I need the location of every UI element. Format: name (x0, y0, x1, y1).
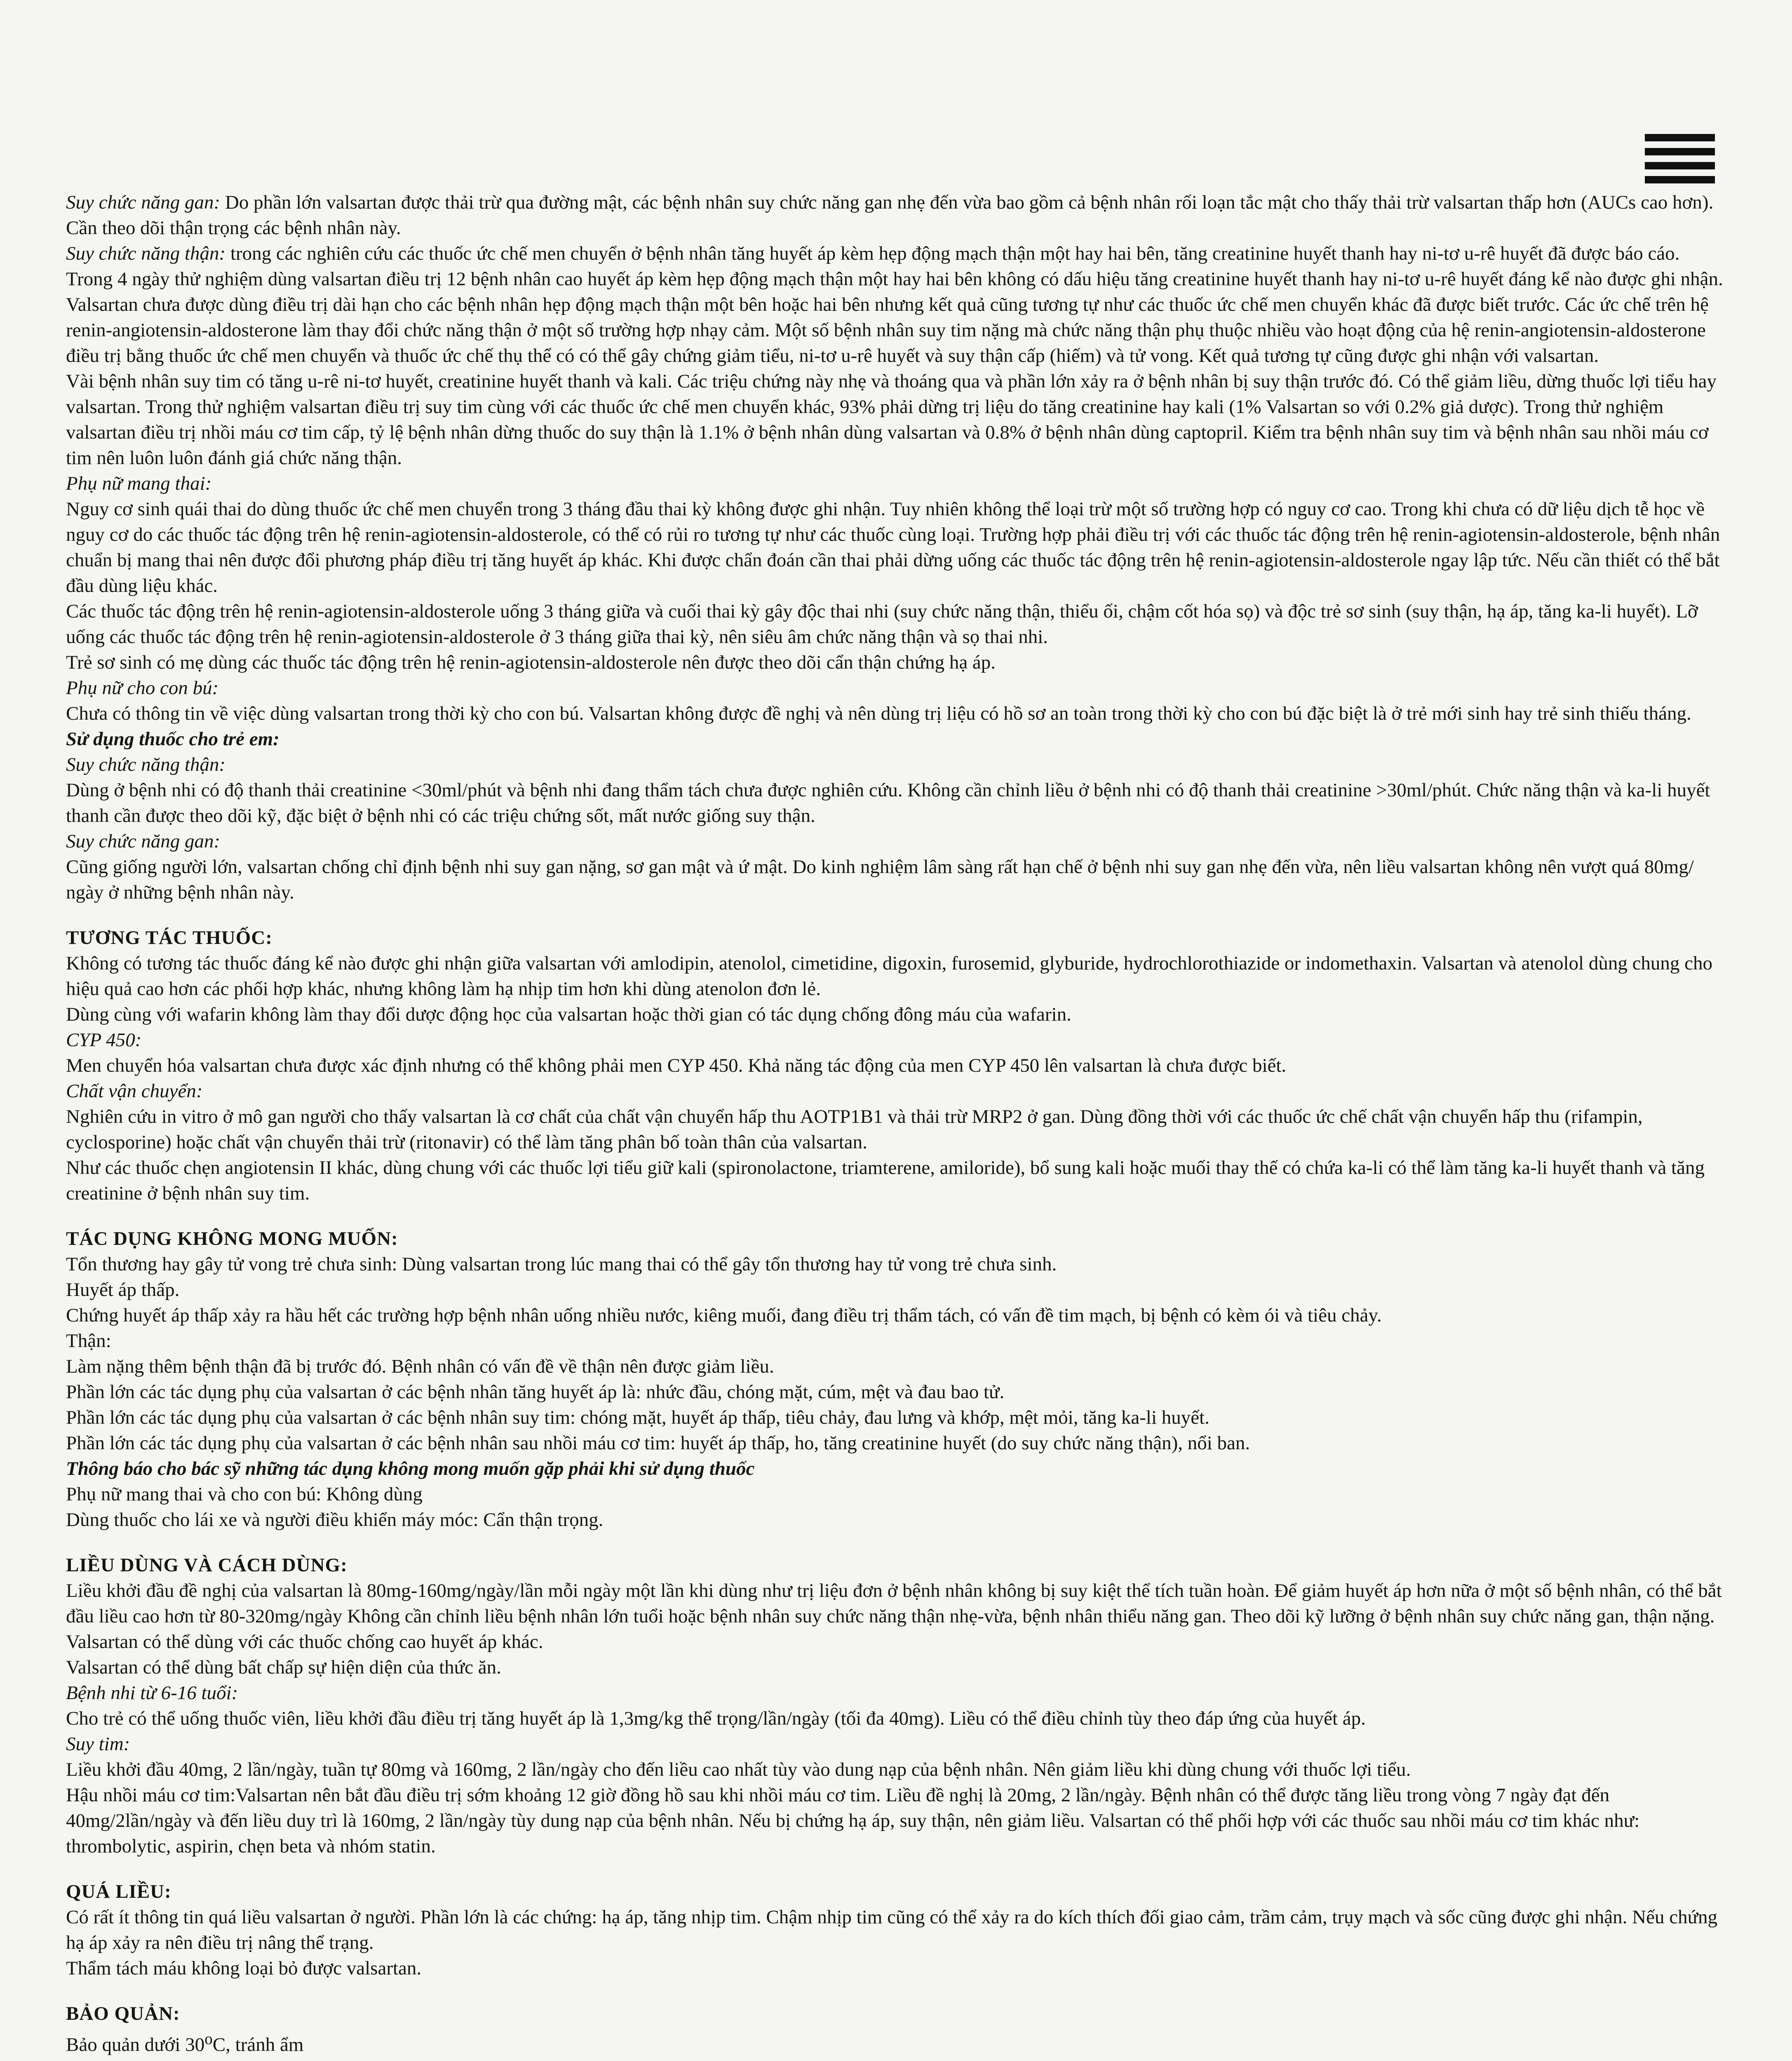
transporter-text-2: Như các thuốc chẹn angiotensin II khác, dùng chung với các thuốc lợi tiểu giữ kali (spironolactone, triamterene, amiloride), bổ sung kali hoặc muối thay thế có chứa ka-li có thể làm tăng ka-li huyết thanh và tăng creatinine ở bệnh nhân suy tim. (66, 1157, 1705, 1204)
pediatric-renal-label: Suy chức năng thận: (66, 754, 226, 775)
pregnancy-text-2: Các thuốc tác động trên hệ renin-agiotensin-aldosterole uống 3 tháng giữa và cuối thai kỳ gây độc thai nhi (suy chức năng thận, thiểu ối, chậm cốt hóa sọ) và độc trẻ sơ sinh (suy thận, hạ áp, tăng ka-li huyết). Lỡ uống các thuốc tác động trên hệ renin-agiotensin-aldosterole ở 3 tháng giữa thai kỳ, nên siêu âm chức năng thận và sọ thai nhi. (66, 601, 1698, 648)
pregnancy-label: Phụ nữ mang thai: (66, 473, 212, 494)
storage-text-pre: Bảo quản dưới 30 (66, 2034, 205, 2056)
transporter-text-1: Nghiên cứu in vitro ở mô gan người cho thấy valsartan là cơ chất của chất vận chuyển hấp thu AOTP1B1 và thải trừ MRP2 ở gan. Dùng đồng thời với các thuốc ức chế chất vận chuyển hấp thu (rifampin, cyclosporine) hoặc chất vận chuyển thải trừ (ritonavir) có thể làm tăng phân bố toàn thân của valsartan. (66, 1106, 1643, 1153)
dosage-line: Valsartan có thể dùng bất chấp sự hiện diện của thức ăn. (66, 1657, 501, 1678)
cyp450-label: CYP 450: (66, 1029, 142, 1051)
dosage-pediatric-label: Bệnh nhi từ 6-16 tuổi: (66, 1682, 238, 1704)
pediatric-hepatic-text: Cũng giống người lớn, valsartan chống chỉ định bệnh nhi suy gan nặng, sơ gan mật và ứ mật. Do kinh nghiệm lâm sàng rất hạn chế ở bệnh nhi suy gan nhẹ đến vừa, nên liều valsartan không nên vượt quá 80mg/ ngày ở những bệnh nhân này. (66, 856, 1694, 903)
degree-sup: o (204, 2030, 213, 2048)
hepatic-insufficiency-paragraph (66, 190, 1727, 241)
adverse-line: Làm nặng thêm bệnh thận đã bị trước đó. Bệnh nhân có vấn đề về thận nên được giảm liều. (66, 1356, 774, 1377)
adverse-line: Dùng thuốc cho lái xe và người điều khiển máy móc: Cẩn thận trọng. (66, 1509, 604, 1530)
pediatric-hepatic-label: Suy chức năng gan: (66, 831, 221, 852)
hepatic-text: Do phần lớn valsartan được thải trừ qua đường mật, các bệnh nhân suy chức năng gan nhẹ đến vừa bao gồm cả bệnh nhân rối loạn tắc mật cho thấy thải trừ valsartan thấp hơn (AUCs cao hơn). Cần theo dõi thận trọng các bệnh nhân này. (66, 192, 1714, 239)
dosage-heart-failure-text: Liều khởi đầu 40mg, 2 lần/ngày, tuần tự 80mg và 160mg, 2 lần/ngày cho đến liều cao nhất tùy vào dung nạp của bệnh nhân. Nên giảm liều khi dùng chung với thuốc lợi tiểu. (66, 1759, 1411, 1780)
pediatric-renal-text: Dùng ở bệnh nhi có độ thanh thải creatinine <30ml/phút và bệnh nhi đang thẩm tách chưa được nghiên cứu. Không cần chỉnh liều ở bệnh nhi có độ thanh thải creatinine >30ml/phút. Chức năng thận và ka-li huyết thanh cần được theo dõi kỹ, đặc biệt ở bệnh nhi có các triệu chứng sốt, mất nước giống suy thận. (66, 779, 1710, 826)
adverse-notice: Thông báo cho bác sỹ những tác dụng không mong muốn gặp phải khi sử dụng thuốc (66, 1458, 755, 1479)
renal-label: Suy chức năng thận: (66, 243, 226, 264)
adverse-line: Thận: (66, 1330, 111, 1352)
pregnancy-text-3: Trẻ sơ sinh có mẹ dùng các thuốc tác động trên hệ renin-agiotensin-aldosterole nên được theo dõi cẩn thận chứng hạ áp. (66, 652, 996, 673)
pregnancy-text-1: Nguy cơ sinh quái thai do dùng thuốc ức chế men chuyển trong 3 tháng đầu thai kỳ không được ghi nhận. Tuy nhiên không thể loại trừ một số trường hợp có nguy cơ cao. Trong khi chưa có dữ liệu dịch tễ học về nguy cơ do các thuốc tác động trên hệ renin-agiotensin-aldosterole, có thể có rủi ro tương tự như các thuốc cùng loại. Trường hợp phải điều trị với các thuốc tác động trên hệ renin-agiotensin-aldosterole, bệnh nhân chuẩn bị mang thai nên được đổi phương pháp điều trị tăng huyết áp khác. Khi được chẩn đoán cần thai phải dừng uống các thuốc tác động trên hệ renin-agiotensin-aldosterole ngay lập tức. Nếu cần thiết có thể bắt đầu dùng liệu khác. (66, 498, 1720, 596)
renal-text-1: trong các nghiên cứu các thuốc ức chế men chuyển ở bệnh nhân tăng huyết áp kèm hẹp động mạch thận một hay hai bên, tăng creatinine huyết thanh hay ni-tơ u-rê huyết đã được báo cáo. Trong 4 ngày thử nghiệm dùng valsartan điều trị 12 bệnh nhân cao huyết áp kèm hẹp động mạch thận một hay hai bên không có dấu hiệu tăng creatinine huyết thanh hay ni-tơ u-rê huyết đáng kể nào được ghi nhận. Valsartan chưa được dùng điều trị dài hạn cho các bệnh nhân hẹp động mạch thận một bên hoặc hai bên nhưng kết quả cũng tương tự như các thuốc ức chế men chuyển khác đã được biết trước. Các ức chế trên hệ renin-angiotensin-aldosterone làm thay đổi chức năng thận ở một số trường hợp nhạy cảm. Một số bệnh nhân suy tim nặng mà chức năng thận phụ thuộc nhiều vào hoạt động của hệ renin-angiotensin-aldosterone điều trị bằng thuốc ức chế men chuyển và thuốc ức chế thụ thể có có thể gây chứng giảm tiểu, ni-tơ u-rê huyết và suy thận cấp (hiếm) và tử vong. Kết quả tương tự cũng được ghi nhận với valsartan. (66, 243, 1723, 366)
lactation-text: Chưa có thông tin về việc dùng valsartan trong thời kỳ cho con bú. Valsartan không được đề nghị và nên dùng trị liệu có hồ sơ an toàn trong thời kỳ cho con bú đặc biệt là ở trẻ mới sinh hay trẻ sinh thiếu tháng. (66, 703, 1691, 724)
dosage-line: Valsartan có thể dùng với các thuốc chống cao huyết áp khác. (66, 1631, 543, 1653)
overdose-text-1: Có rất ít thông tin quá liều valsartan ở người. Phần lớn là các chứng: hạ áp, tăng nhịp tim. Chậm nhịp tim cũng có thể xảy ra do kích thích đối giao cảm, trầm cảm, trụy mạch và sốc cũng được ghi nhận. Nếu chứng hạ áp xảy ra nên điều trị nâng thể trạng. (66, 1906, 1718, 1953)
adverse-line: Tổn thương hay gây tử vong trẻ chưa sinh: Dùng valsartan trong lúc mang thai có thể gây tổn thương hay tử vong trẻ chưa sinh. (66, 1254, 1057, 1275)
storage-heading: BẢO QUẢN: (66, 2003, 180, 2024)
interactions-text-1: Không có tương tác thuốc đáng kể nào được ghi nhận giữa valsartan với amlodipin, atenolol, cimetidine, digoxin, furosemid, glyburide, hydrochlorothiazide or indomethaxin. Valsartan và atenolol dùng chung cho hiệu quả cao hơn các phối hợp khác, nhưng không làm hạ nhịp tim hơn khi dùng atenolon đơn lẻ. (66, 953, 1713, 1000)
pediatric-label: Sử dụng thuốc cho trẻ em: (66, 728, 279, 750)
adverse-line: Phần lớn các tác dụng phụ của valsartan ở các bệnh nhân suy tim: chóng mặt, huyết áp thấp, tiêu chảy, đau lưng và khớp, mệt mỏi, tăng ka-li huyết. (66, 1407, 1210, 1428)
overdose-heading: QUÁ LIỀU: (66, 1881, 171, 1902)
adverse-line: Phụ nữ mang thai và cho con bú: Không dùng (66, 1484, 423, 1505)
interactions-text-2: Dùng cùng với wafarin không làm thay đổi dược động học của valsartan hoặc thời gian có tác dụng chống đông máu của wafarin. (66, 1004, 1071, 1025)
leaflet-body (66, 190, 1727, 2061)
transporter-label: Chất vận chuyển: (66, 1080, 203, 1102)
adverse-line: Chứng huyết áp thấp xảy ra hầu hết các trường hợp bệnh nhân uống nhiều nước, kiêng muối, đang điều trị thẩm tách, có vấn đề tim mạch, bị bệnh có kèm ói và tiêu chảy. (66, 1305, 1382, 1326)
lactation-label: Phụ nữ cho con bú: (66, 677, 219, 699)
adverse-line: Phần lớn các tác dụng phụ của valsartan ở các bệnh nhân tăng huyết áp là: nhức đầu, chóng mặt, cúm, mệt và đau bao tử. (66, 1381, 1005, 1403)
dosage-pediatric-text: Cho trẻ có thể uống thuốc viên, liều khởi đầu điều trị tăng huyết áp là 1,3mg/kg thể trọng/lần/ngày (tối đa 40mg). Liều có thể điều chỉnh tùy theo đáp ứng của huyết áp. (66, 1708, 1366, 1729)
adverse-effects-heading: TÁC DỤNG KHÔNG MONG MUỐN: (66, 1228, 398, 1249)
dosage-line: Liều khởi đầu đề nghị của valsartan là 80mg-160mg/ngày/lần mỗi ngày một lần khi dùng như trị liệu đơn ở bệnh nhân không bị suy kiệt thể tích tuần hoàn. Để giảm huyết áp hơn nữa ở một số bệnh nhân, có thể bắt đầu liều cao hơn từ 80-320mg/ngày Không cần chỉnh liều bệnh nhân lớn tuổi hoặc bệnh nhân suy chức năng thận nhẹ-vừa, bệnh nhân thiểu năng gan. Theo dõi kỹ lưỡng ở bệnh nhân suy chức năng gan, thận nặng. (66, 1580, 1722, 1627)
cyp450-text: Men chuyển hóa valsartan chưa được xác định nhưng có thể không phải men CYP 450. Khả năng tác động của men CYP 450 lên valsartan là chưa được biết. (66, 1055, 1287, 1076)
storage-text (66, 2026, 1727, 2058)
dosage-heart-failure-label: Suy tim: (66, 1733, 130, 1755)
registration-bars-top (1645, 134, 1715, 190)
renal-insufficiency-paragraph (66, 241, 1727, 369)
interactions-heading: TƯƠNG TÁC THUỐC: (66, 927, 272, 948)
dosage-post-mi-text: Hậu nhồi máu cơ tim:Valsartan nên bắt đầu điều trị sớm khoảng 12 giờ đồng hồ sau khi nhồi máu cơ tim. Liều đề nghị là 20mg, 2 lần/ngày. Bệnh nhân có thể được tăng liều trong vòng 7 ngày đạt đến 40mg/2lần/ngày và đến liều duy trì là 160mg, 2 lần/ngày tùy dung nạp của bệnh nhân. Nếu bị chứng hạ áp, suy thận, nên giảm liều. Valsartan có thể phối hợp với các thuốc sau nhồi máu cơ tim khác như: thrombolytic, aspirin, chẹn beta và nhóm statin. (66, 1784, 1640, 1857)
storage-text-post: C, tránh ẩm (212, 2034, 304, 2056)
dosage-heading: LIỀU DÙNG VÀ CÁCH DÙNG: (66, 1554, 348, 1576)
overdose-text-2: Thẩm tách máu không loại bỏ được valsartan. (66, 1958, 422, 1979)
renal-text-2: Vài bệnh nhân suy tim có tăng u-rê ni-tơ huyết, creatinine huyết thanh và kali. Các triệu chứng này nhẹ và thoáng qua và phần lớn xảy ra ở bệnh nhân bị suy thận trước đó. Có thể giảm liều, dừng thuốc lợi tiểu hay valsartan. Trong thử nghiệm valsartan điều trị suy tim cùng với các thuốc ức chế men chuyển khác, 93% phải dừng trị liệu do tăng creatinine hay kali (1% Valsartan so với 0.2% giả dược). Trong thử nghiệm valsartan điều trị nhồi máu cơ tim cấp, tỷ lệ bệnh nhân dừng thuốc do suy thận là 1.1% ở bệnh nhân dùng valsartan và 0.8% ở bệnh nhân dùng captopril. Kiểm tra bệnh nhân suy tim và bệnh nhân sau nhồi máu cơ tim nên luôn luôn đánh giá chức năng thận. (66, 371, 1717, 469)
hepatic-label: Suy chức năng gan: (66, 192, 221, 213)
adverse-line: Phần lớn các tác dụng phụ của valsartan ở các bệnh nhân sau nhồi máu cơ tim: huyết áp thấp, ho, tăng creatinine huyết (do suy chức năng thận), nổi ban. (66, 1432, 1250, 1454)
adverse-line: Huyết áp thấp. (66, 1279, 180, 1300)
